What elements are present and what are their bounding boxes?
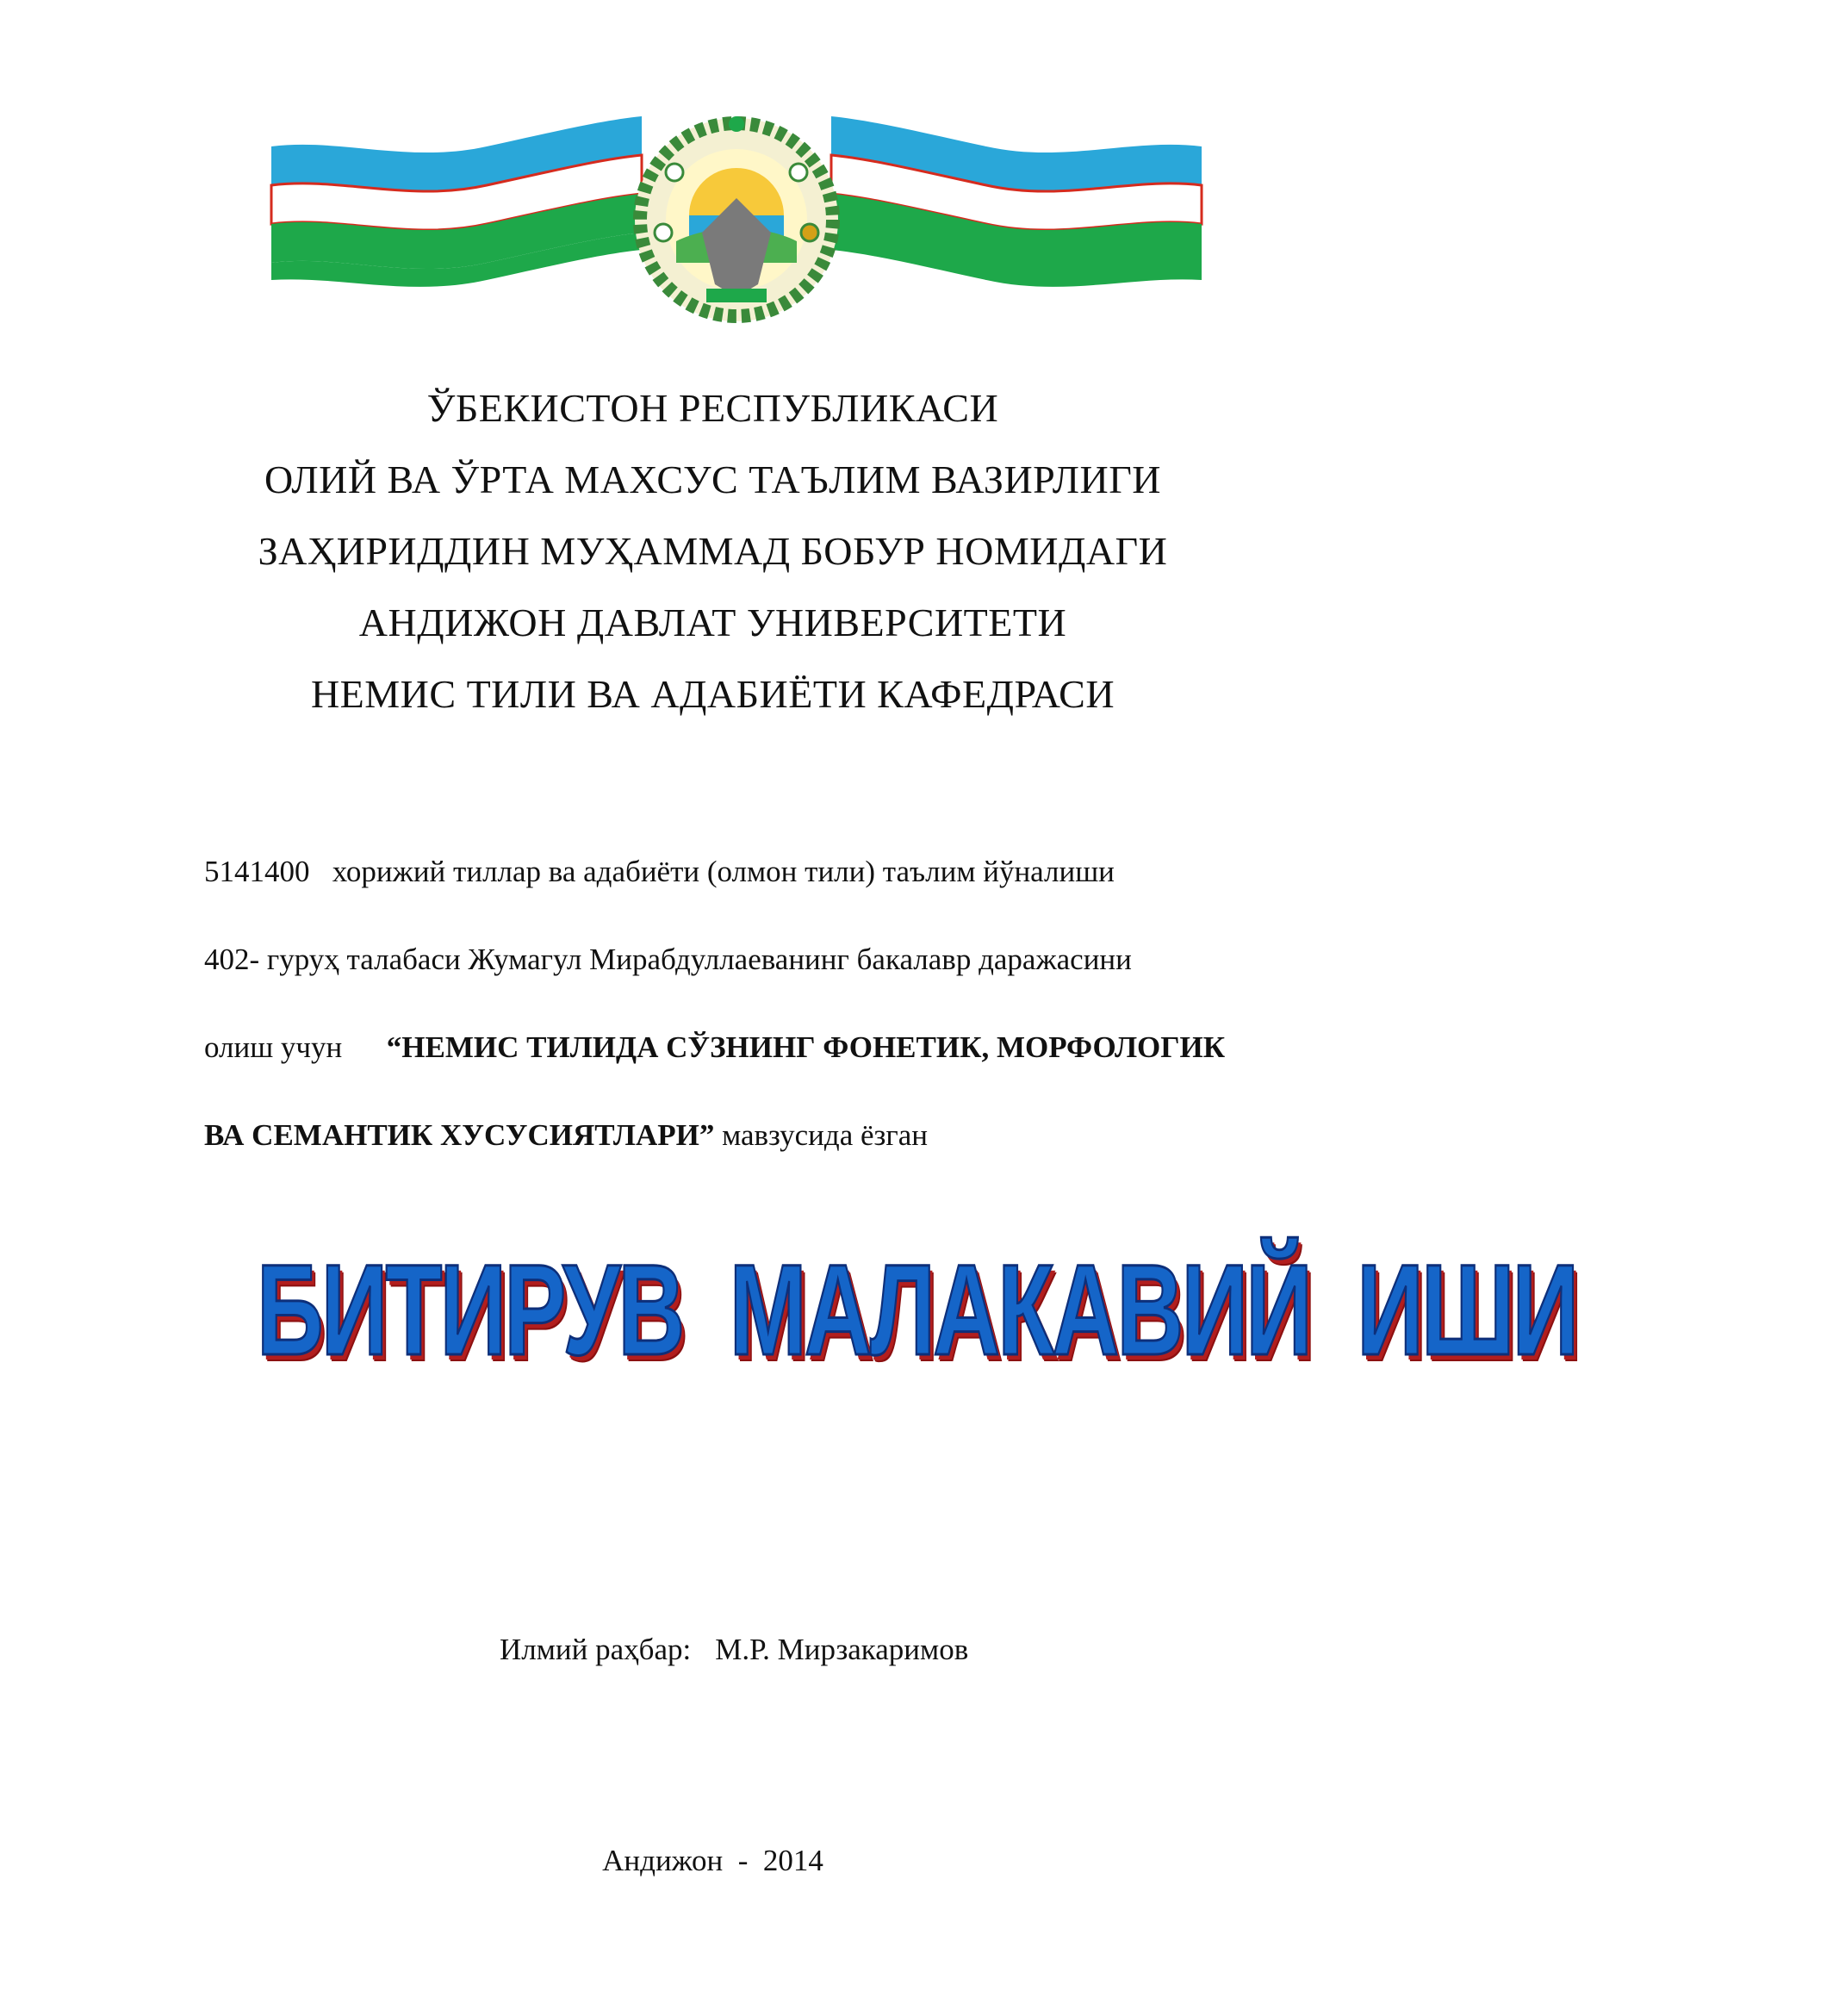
- degree-line: [204, 1029, 1324, 1117]
- program-line: 5141400 хорижий тиллар ва адабиёти (олмон тили) таълим йўналиши: [204, 855, 1115, 888]
- supervisor-line: [500, 1633, 968, 1667]
- header-line-department: НЕМИС ТИЛИ ВА АДАБИЁТИ КАФЕДРАСИ: [310, 672, 1115, 716]
- city-year: Андижон - 2014: [602, 1844, 823, 1877]
- supervisor-label: Илмий раҳбар:: [500, 1633, 692, 1666]
- topic-title-part1: “НЕМИС ТИЛИДА СЎЗНИНГ ФОНЕТИК, МОРФОЛОГИК: [386, 1030, 1226, 1064]
- institution-header: [0, 372, 1426, 730]
- right-flag-ribbon: [831, 116, 1202, 287]
- thesis-description: [204, 853, 1324, 1204]
- header-line-named-after: ЗАҲИРИДДИН МУҲАММАД БОБУР НОМИДАГИ: [258, 529, 1168, 573]
- document-title: [0, 1237, 1577, 1382]
- supervisor-name: М.Р. Мирзакаримов: [715, 1633, 969, 1666]
- topic-line: [204, 1117, 1324, 1204]
- left-flag-ribbon: [270, 116, 642, 327]
- topic-title-part2: ВА СЕМАНТИК ХУСУСИЯТЛАРИ”: [204, 1118, 715, 1152]
- header-line-republic: ЎБЕКИСТОН РЕСПУБЛИКАСИ: [426, 386, 999, 430]
- header-line-university: АНДИЖОН ДАВЛАТ УНИВЕРСИТЕТИ: [358, 600, 1067, 644]
- title-wordart: БИТИРУВ МАЛАКАВИЙ ИШИ: [256, 1237, 1577, 1382]
- student-line: 402- гуруҳ талабаси Жумагул Мирабдуллаеванинг бакалавр даражасини: [204, 943, 1132, 976]
- emblem-medallion: [635, 116, 838, 321]
- topic-suffix: мавзусида ёзган: [714, 1118, 928, 1152]
- degree-prefix: олиш учун: [204, 1030, 343, 1064]
- state-emblem-with-flags: [271, 112, 1202, 327]
- header-line-ministry: ОЛИЙ ВА ЎРТА МАХСУС ТАЪЛИМ ВАЗИРЛИГИ: [264, 457, 1162, 501]
